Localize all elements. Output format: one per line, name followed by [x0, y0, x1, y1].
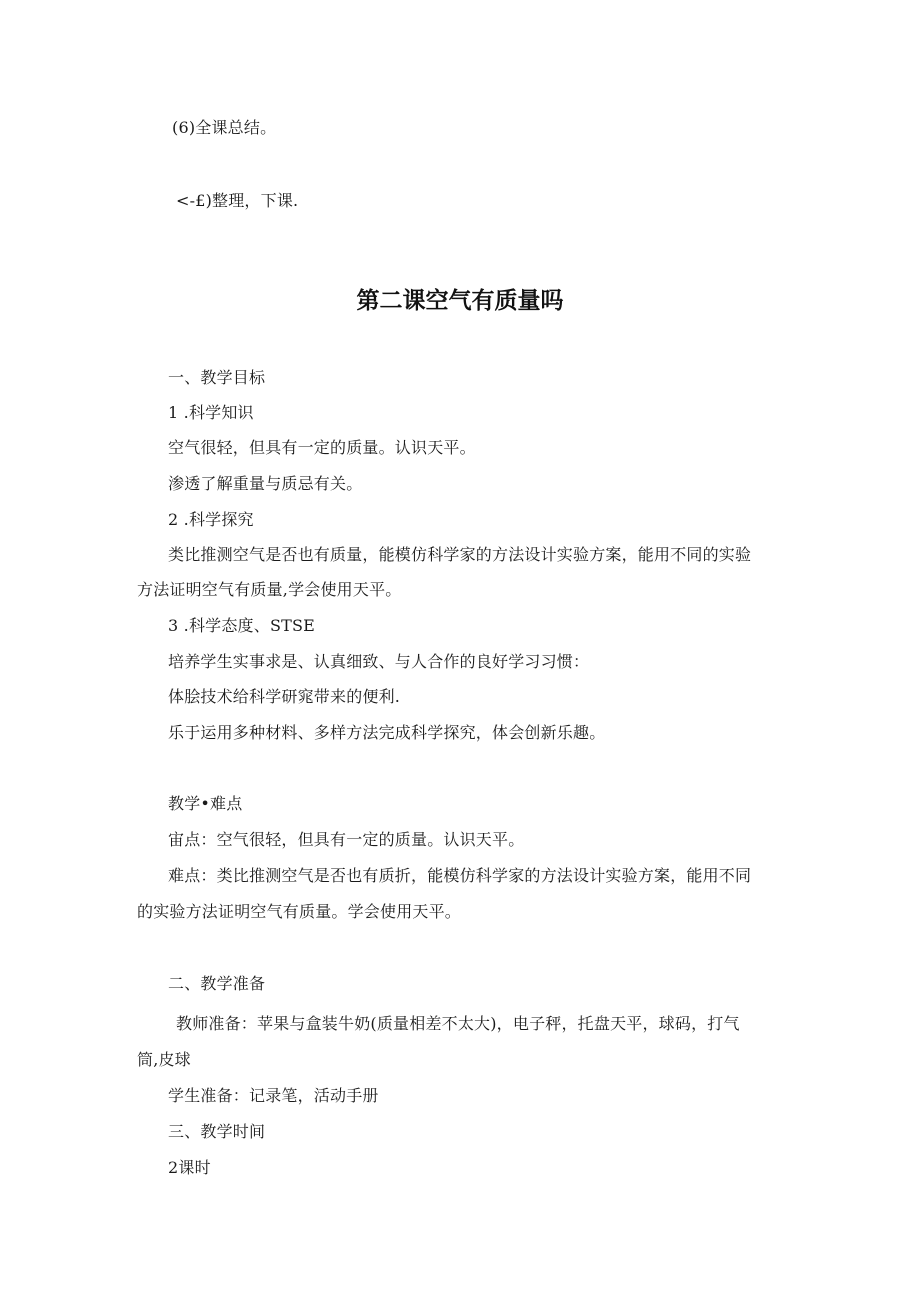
inquiry-line-1: 类比推测空气是否也有质量，能模仿科学家的方法设计实验方案，能用不同的实验 [168, 545, 752, 564]
teacher-prep-line-1: 教师准备：苹果与盒装牛奶(质量相差不太大)，电子秤，托盘天平，球码，打气 [176, 1014, 740, 1033]
goals-heading: 一、教学目标 [168, 368, 266, 387]
prev-dismiss-item: <-£)整理，下课. [176, 191, 299, 210]
knowledge-heading: 1 .科学知识 [168, 403, 254, 422]
key-point: 宙点：空气很轻，但具有一定的质量。认识天平。 [168, 830, 525, 849]
key-points-heading: 教学•难点 [168, 794, 243, 813]
attitude-line-1: 培养学生实事求是、认真细致、与人合作的良好学习习惯： [168, 652, 590, 671]
attitude-line-2: 体脍技术给科学研窕带来的便利. [168, 687, 401, 706]
difficult-point-line-1: 难点：类比推测空气是否也有质折，能模仿科学家的方法设计实验方案，能用不同 [168, 866, 752, 885]
knowledge-line-1: 空气很轻，但具有一定的质量。认识天平。 [168, 438, 476, 457]
inquiry-line-2: 方法证明空气有质量,学会使用天平。 [137, 580, 402, 599]
lesson-title: 第二课空气有质量吗 [356, 288, 564, 314]
preparation-heading: 二、教学准备 [168, 974, 266, 993]
difficult-point-line-2: 的实验方法证明空气有质量。学会使用天平。 [137, 902, 462, 921]
inquiry-heading: 2 .科学探究 [168, 510, 254, 529]
student-prep: 学生准备：记录笔，活动手册 [168, 1086, 379, 1105]
time-value: 2课时 [168, 1158, 211, 1177]
knowledge-line-2: 渗透了解重量与质忌有关。 [168, 474, 363, 493]
prev-summary-item: (6)全课总结。 [172, 118, 277, 137]
attitude-heading: 3 .科学态度、STSE [168, 616, 316, 635]
time-heading: 三、教学时间 [168, 1122, 266, 1141]
teacher-prep-line-2: 筒,皮球 [137, 1050, 191, 1069]
attitude-line-3: 乐于运用多种材料、多样方法完成科学探究，体会创新乐趣。 [168, 723, 606, 742]
